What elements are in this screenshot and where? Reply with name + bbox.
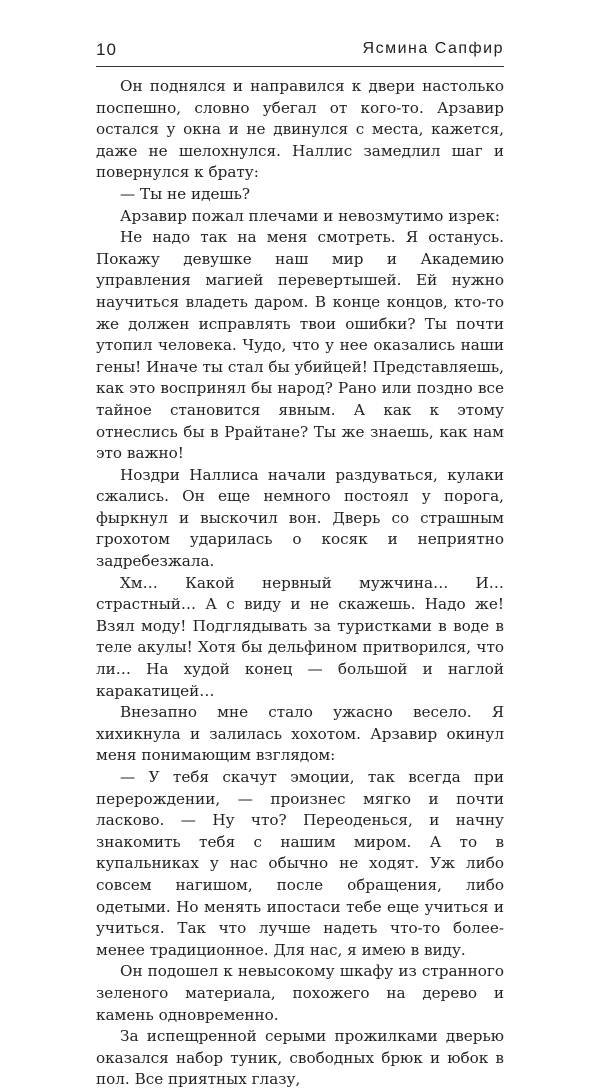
running-header-author: Ясмина Сапфир: [362, 40, 504, 57]
paragraph: Он поднялся и направился к двери настолько поспешно, словно убегал от кого-то. Арзавир остался у окна и не двинулся с места, кажется, даже не шелохнулся. Наллис замедлил шаг и повернулся к брату:: [96, 77, 504, 182]
paragraph: Он подошел к невысокому шкафу из странного зеленого материала, похожего на дерево и камень одновременно.: [96, 962, 504, 1024]
paragraph: За испещренной серыми прожилками дверью оказался набор туник, свободных брюк и юбок в пол. Все приятных глазу,: [96, 1027, 504, 1089]
paragraph: Не надо так на меня смотреть. Я останусь. Покажу девушке наш мир и Академию управления магией перевертышей. Ей нужно научиться владеть даром. В конце концов, кто-то же должен исправлять твои ошибки? Ты почти утопил человека. Чудо, что у нее оказались наши гены! Иначе ты стал бы убийцей! Представляешь, как это воспринял бы народ? Рано или поздно все тайное становится явным. А как к этому отнеслись бы в Ррайтане? Ты же знаешь, как нам это важно!: [96, 228, 504, 463]
paragraph: — У тебя скачут эмоции, так всегда при перерождении, — произнес мягко и почти ласково. — Ну что? Переоденься, и начну знакомить тебя с нашим миром. А то в купальниках у нас обычно не ходят. Уж либо совсем нагишом, после обращения, либо одетыми. Но менять ипостаси тебе еще учиться и учиться. Так что лучше надеть что-то более-менее традиционное. Для нас, я имею в виду.: [96, 768, 504, 959]
paragraph: Ноздри Наллиса начали раздуваться, кулаки сжались. Он еще немного постоял у порога, фыркнул и выскочил вон. Дверь со страшным грохотом ударилась о косяк и неприятно задребезжала.: [96, 465, 504, 571]
paragraph: Арзавир пожал плечами и невозмутимо изрек:: [120, 206, 500, 225]
paragraph: Хм… Какой нервный мужчина… И… страстный… А с виду и не скажешь. Надо же! Взял моду! Подглядывать за туристками в воде в теле акулы! Хотя бы дельфином притворился, что ли… На худой конец — большой и наглой каракатицей…: [96, 573, 504, 700]
page-number: 10: [96, 40, 117, 59]
body-text: [96, 76, 504, 1091]
paragraph: — Ты не идешь?: [120, 184, 250, 203]
running-header: [96, 40, 504, 67]
paragraph: Внезапно мне стало ужасно весело. Я хихикнула и залилась хохотом. Арзавир окинул меня понимающим взглядом:: [96, 703, 504, 765]
